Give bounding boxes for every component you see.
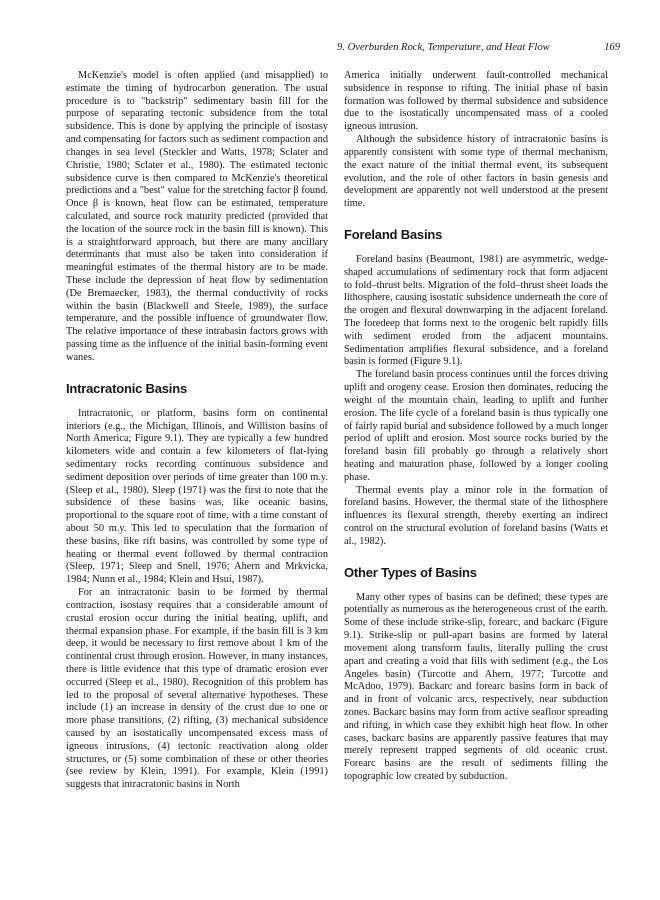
- running-title: 9. Overburden Rock, Temperature, and Heat Flow: [337, 42, 550, 53]
- paragraph: Thermal events play a minor role in the formation of foreland basins. However, the thermal state of the lithosphere influences its flexural strength, thereby exerting an indirect control on the structural evolution of foreland basins (Watts et al., 1982).: [344, 484, 608, 547]
- paragraph: Foreland basins (Beaumont, 1981) are asymmetric, wedge-shaped accumulations of sedimentary rock that form adjacent to fold–thrust belts. Migration of the fold–thrust sheet loads the lithosphere, causing isostatic subsidence underneath the core of the orogen and flexural downwarping in the adjacent foreland. The foredeep that forms next to the orogenic belt rapidly fills with sediment eroded from the adjacent mountains. Sedimentation amplifies flexural subsidence, and a foreland basin is formed (Figure 9.1).: [344, 253, 608, 368]
- section-heading-intracratonic-basins: Intracratonic Basins: [66, 380, 187, 396]
- running-header: [337, 42, 620, 53]
- section-heading-foreland-basins: Foreland Basins: [344, 226, 443, 242]
- paragraph: Many other types of basins can be defined; these types are potentially as numerous as the heterogeneous crust of the earth. Some of these include strike-slip, forearc, and backarc (Figure 9.1). Strike-slip or pull-apart basins are formed by lateral movement along transform faults, literally pulling the crust apart and creating a void that fills with sediment (e.g., the Los Angeles basin) (Turcotte and Ahern, 1977; Turcotte and McAdoo, 1979). Backarc and forearc basins form in back of and in front of volcanic arcs, respectively, near subduction zones. Backarc basins may form from active seafloor spreading and rifting, in which case they exhibit high heat flow. In other cases, backarc basins are apparently passive features that may merely represent trapped segments of old oceanic crust. Forearc basins are the result of sediments filling the topographic low created by subduction.: [344, 591, 608, 782]
- paragraph: Intracratonic, or platform, basins form on continental interiors (e.g., the Michigan, Illinois, and Williston basins of North America; Figure 9.1). They are typically a few hundred kilometers wide and contain a few kilometers of flat-lying sedimentary rocks recording continuous subsidence and sediment deposition over periods of time greater than 100 m.y. (Sleep et al., 1980). Sleep (1971) was the first to note that the subsidence of these basins was, like oceanic basins, proportional to the square root of time, with a time constant of about 50 m.y. This led to speculation that the formation of these basins, like rift basins, was controlled by some type of heating or thermal event followed by thermal contraction (Sleep, 1971; Sleep and Snell, 1976; Ahern and Mrkvicka, 1984; Nunn et al., 1984; Klein and Hsui, 1987).: [66, 407, 328, 586]
- paragraph: America initially underwent fault-controlled mechanical subsidence in response to rifting. The initial phase of basin formation was followed by thermal subsidence and subsidence due to the isostatically uncompensated mass of a cooled igneous intrusion.: [344, 70, 608, 133]
- right-column: [344, 70, 608, 784]
- section-heading-other-types-of-basins: Other Types of Basins: [344, 564, 477, 580]
- paragraph: McKenzie's model is often applied (and misapplied) to estimate the timing of hydrocarbon generation. The usual procedure is to "backstrip" sedimentary basin fill for the purpose of separating tectonic subsidence from the total subsidence. This is done by applying the principle of isostasy and compensating for factors such as sediment compaction and changes in sea level (Steckler and Watts, 1978; Sclater and Christie, 1980; Sclater et al., 1980). The estimated tectonic subsidence curve is then compared to McKenzie's theoretical predictions and a "best" value for the stretching factor β found. Once β is known, heat flow can be estimated, temperature calculated, and source rock maturity predicted (provided that the location of the source rock in the basin fill is known). This is a straightforward approach, but there are many ancillary determinants that must also be taken into consideration if meaningful estimates of the thermal history are to be made. These include the depression of heat flow by sedimentation (De Bremaecker, 1983), the thermal conductivity of rocks within the basin (Blackwell and Steele, 1989), the surface temperature, and the possible influence of groundwater flow. The relative importance of these intrabasin factors grows with passing time as the influence of the initial basin-forming event wanes.: [66, 70, 328, 363]
- paragraph: Although the subsidence history of intracratonic basins is apparently consistent with some type of thermal mechanism, the exact nature of the initial thermal event, its subsequent evolution, and the role of other factors in basin genesis and development are apparently not well understood at the present time.: [344, 134, 608, 210]
- page-number: 169: [604, 42, 620, 53]
- left-column: [66, 70, 328, 792]
- paragraph: The foreland basin process continues until the forces driving uplift and orogeny cease. Erosion then dominates, reducing the weight of the mountain chain, leading to uplift and further erosion. The life cycle of a foreland basin is thus typically one of fairly rapid burial and subsidence followed by a much longer period of uplift and erosion. Most source rocks buried by the foreland basin fill probably go through a relatively short heating and maturation phase, followed by a longer cooling phase.: [344, 369, 608, 483]
- paragraph: For an intracratonic basin to be formed by thermal contraction, isostasy requires that a considerable amount of crustal erosion occur during the initial heating, uplift, and thermal expansion phase. For example, if the basin fill is 3 km deep, it would be necessary to first remove about 1 km of the continental crust through erosion. However, in many instances, there is little evidence that this type of dramatic erosion ever occurred (Sleep et al., 1980). Recognition of this problem has led to the proposal of several alternative hypotheses. These include (1) an increase in density of the crust due to one or more phase transitions, (2) rifting, (3) mechanical subsidence caused by an isostatically uncompensated excess mass of igneous intrusions, (4) tectonic reactivation along older structures, or (5) some combination of these or other theories (see review by Klein, 1991). For example, Klein (1991) suggests that intracratonic basins in North: [66, 587, 328, 791]
